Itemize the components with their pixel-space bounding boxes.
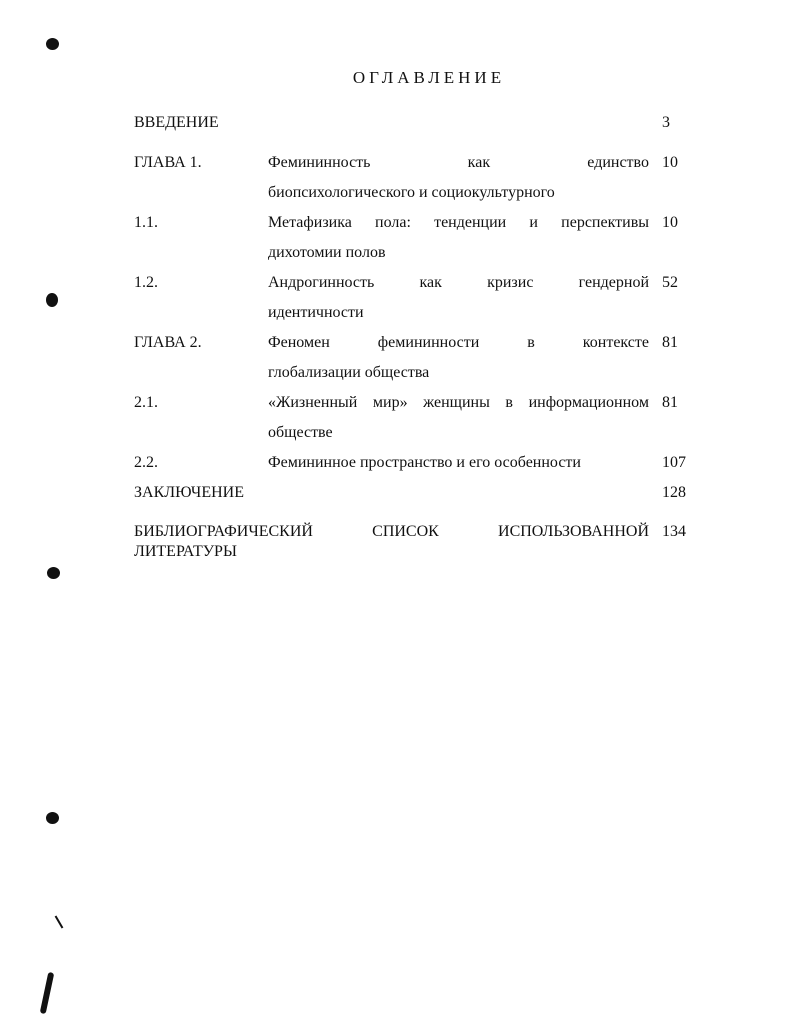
toc-entry-page: 10 — [662, 214, 678, 231]
table-of-contents — [134, 108, 690, 562]
toc-entry-page: 128 — [662, 484, 686, 501]
toc-entry-text — [268, 328, 649, 388]
toc-entry-text-line: Феномен фемининности в контексте — [268, 334, 649, 351]
toc-entry — [134, 148, 690, 208]
toc-entry-text-line: дихотомии полов — [268, 244, 386, 261]
binder-hole-mark — [46, 38, 59, 50]
toc-entry — [134, 208, 690, 268]
toc-entry-page: 81 — [662, 334, 678, 351]
toc-entry — [134, 108, 690, 138]
scan-artifact — [55, 915, 64, 928]
toc-entry-number: 2.1. — [134, 394, 158, 411]
toc-entry-text — [268, 208, 649, 268]
binder-hole-mark — [46, 812, 59, 824]
toc-entry-page: 107 — [662, 454, 686, 471]
toc-entry-text-line: Фемининность как единство — [268, 154, 649, 171]
toc-entry-heading: ЗАКЛЮЧЕНИЕ — [134, 484, 244, 501]
toc-entry-page: 52 — [662, 274, 678, 291]
toc-entry-number: 2.2. — [134, 454, 158, 471]
toc-entry-text-line: БИБЛИОГРАФИЧЕСКИЙ СПИСОК ИСПОЛЬЗОВАННОЙ — [134, 523, 649, 540]
toc-entry-text-line: Андрогинность как кризис гендерной — [268, 274, 649, 291]
toc-entry-heading: ВВЕДЕНИЕ — [134, 114, 219, 131]
scan-artifact — [40, 972, 55, 1014]
toc-entry-heading — [134, 522, 649, 562]
binder-hole-mark — [46, 293, 58, 307]
toc-entry-text-line: ЛИТЕРАТУРЫ — [134, 543, 237, 560]
toc-entry-text — [268, 268, 649, 328]
toc-entry-number: ГЛАВА 1. — [134, 154, 202, 171]
toc-entry-page: 3 — [662, 114, 670, 131]
toc-entry — [134, 522, 690, 562]
toc-entry-page: 10 — [662, 154, 678, 171]
toc-entry — [134, 448, 690, 478]
page-title: ОГЛАВЛЕНИЕ — [352, 68, 506, 87]
toc-entry — [134, 268, 690, 328]
toc-entry-text-line: обществе — [268, 424, 333, 441]
toc-entry-page: 134 — [662, 523, 686, 540]
toc-entry-text — [268, 148, 649, 208]
toc-entry-number: 1.1. — [134, 214, 158, 231]
toc-entry-text-line: глобализации общества — [268, 364, 430, 381]
binder-hole-mark — [47, 567, 60, 579]
toc-entry-text — [268, 388, 649, 448]
toc-entry-number: ГЛАВА 2. — [134, 334, 202, 351]
toc-entry — [134, 328, 690, 388]
toc-entry-text-line: Метафизика пола: тенденции и перспективы — [268, 214, 649, 231]
toc-entry-number: 1.2. — [134, 274, 158, 291]
toc-entry-text: Фемининное пространство и его особенности — [268, 454, 581, 471]
toc-entry — [134, 388, 690, 448]
toc-entry — [134, 478, 690, 508]
toc-entry-page: 81 — [662, 394, 678, 411]
toc-entry-text-line: биопсихологического и социокультурного — [268, 184, 555, 201]
toc-entry-text-line: «Жизненный мир» женщины в информационном — [268, 394, 649, 411]
toc-entry-text-line: идентичности — [268, 304, 364, 321]
